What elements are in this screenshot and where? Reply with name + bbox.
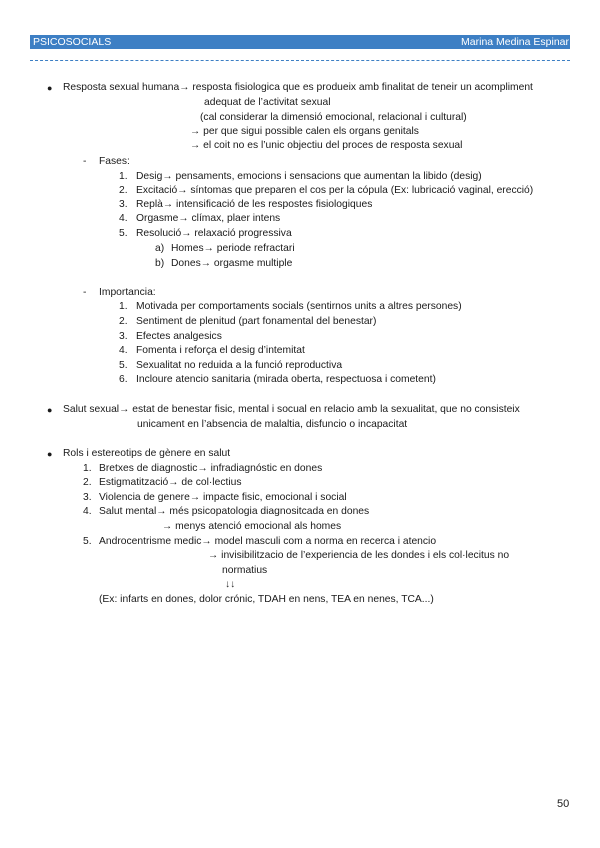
list-number: 1.	[119, 171, 128, 182]
list-item: Estigmatització→ de col·lectius	[99, 477, 242, 488]
list-number: 2.	[119, 185, 128, 196]
text-line: → menys atenció emocional als homes	[162, 521, 342, 532]
list-item: Resolució→ relaxació progressiva	[136, 228, 292, 239]
list-letter: b)	[155, 258, 165, 269]
list-number: 2.	[119, 316, 128, 327]
bullet-icon: ●	[47, 405, 53, 415]
list-item: Replà→ intensificació de les respostes fisiologiques	[136, 199, 373, 210]
text-line: adequat de l’activitat sexual	[204, 97, 331, 108]
list-number: 4.	[119, 213, 128, 224]
double-down-arrow-icon: ↓↓	[225, 579, 236, 590]
list-number: 3.	[83, 492, 92, 503]
list-item: Bretxes de diagnostic→ infradiagnóstic en dones	[99, 463, 323, 474]
dash-marker: -	[83, 287, 87, 298]
text-line: → el coit no es l’unic objectiu del proces de resposta sexual	[190, 140, 463, 151]
list-item: Violencia de genere→ impacte fisic, emocional i social	[99, 492, 347, 503]
list-item: Desig→ pensaments, emocions i sensacions que aumentan la libido (desig)	[136, 171, 482, 182]
header-author: Marina Medina Espinar	[461, 36, 569, 48]
text-line: unicament en l’absencia de malaltia, disfuncio o incapacitat	[137, 419, 408, 430]
list-letter: a)	[155, 243, 165, 254]
list-number: 1.	[83, 463, 92, 474]
list-item: Fomenta i reforça el desig d’intemitat	[136, 345, 305, 356]
list-item: Incloure atencio sanitaria (mirada oberta, respectuosa i cometent)	[136, 374, 436, 385]
dash-marker: -	[83, 156, 87, 167]
list-item: Motivada per comportaments socials (sentirnos units a altres persones)	[136, 301, 462, 312]
list-item: Salut mental→ més psicopatologia diagnositcada en dones	[99, 506, 370, 517]
list-number: 6.	[119, 374, 128, 385]
list-item: Androcentrisme medic→ model masculi com a norma en recerca i atencio	[99, 536, 437, 547]
section-title: Resposta sexual humana→ resposta fisiologica que es produeix amb finalitat de teneir un acompliment	[63, 82, 533, 93]
bullet-icon: ●	[47, 83, 53, 93]
text-line: → per que sigui possible calen els organs genitals	[190, 126, 419, 137]
list-number: 5.	[119, 360, 128, 371]
list-number: 1.	[119, 301, 128, 312]
subsection-title: Importancia:	[99, 287, 156, 298]
bullet-icon: ●	[47, 449, 53, 459]
text-line: normatius	[222, 565, 268, 576]
section-title: Rols i estereotips de gènere en salut	[63, 448, 231, 459]
list-number: 4.	[119, 345, 128, 356]
list-number: 5.	[83, 536, 92, 547]
list-number: 3.	[119, 199, 128, 210]
list-number: 3.	[119, 331, 128, 342]
header-rule	[30, 60, 570, 61]
list-item: Orgasme→ clímax, plaer intens	[136, 213, 281, 224]
page-header	[30, 35, 570, 49]
text-line: (Ex: infarts en dones, dolor crónic, TDAH en nens, TEA en nenes, TCA...)	[99, 594, 434, 605]
subsection-title: Fases:	[99, 156, 130, 167]
list-item: Excitació→ síntomas que preparen el cos per la cópula (Ex: lubricació vaginal, erecció)	[136, 185, 534, 196]
page-number: 50	[557, 798, 570, 810]
list-number: 5.	[119, 228, 128, 239]
text-line: (cal considerar la dimensió emocional, relacional i cultural)	[200, 112, 467, 123]
list-number: 4.	[83, 506, 92, 517]
list-number: 2.	[83, 477, 92, 488]
list-item: Sentiment de plenitud (part fonamental del benestar)	[136, 316, 377, 327]
section-title: Salut sexual→ estat de benestar fisic, mental i socual en relacio amb la sexualitat, que no consisteix	[63, 404, 520, 415]
list-item: Sexualitat no reduida a la funció reproductiva	[136, 360, 343, 371]
list-item: Homes→ periode refractari	[171, 243, 295, 254]
header-subject: PSICOSOCIALS	[33, 36, 112, 48]
text-line: → invisibilitzacio de l’experiencia de les dondes i els col·lecitus no	[208, 550, 510, 561]
list-item: Efectes analgesics	[136, 331, 222, 342]
list-item: Dones→ orgasme multiple	[171, 258, 293, 269]
